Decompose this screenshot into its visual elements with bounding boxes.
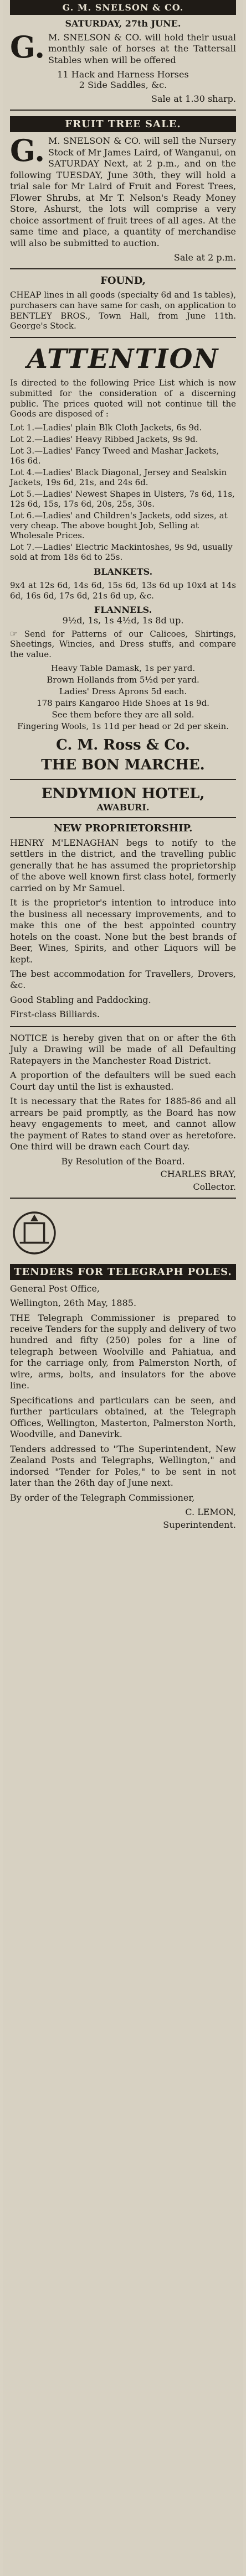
endymion-hotel-ad	[3, 785, 243, 1027]
notice-body-3: It is necessary that the Rates for 1885-86 and all arrears be paid promptly, as the Board has now heavy engagements to meet, and cannot allow the payment of Rates to stand over as heretofore. One third will be drawn each Court day.	[10, 1096, 236, 1152]
found-body: CHEAP lines in all goods (specialty 6d and 1s tables), purchasers can have same for cash, on application to BENTLEY BROS., Town Hall, from June 11th. George's Stock.	[10, 290, 236, 331]
special-2: Brown Hollands from 5½d per yard.	[47, 674, 199, 685]
snelson-item-2: 2 Side Saddles, &c.	[79, 80, 167, 91]
attention-intro: Is directed to the following Price List which is now submitted for the consideration of a discerning public. The prices quoted will not continue till the Goods are disposed of :	[10, 378, 236, 419]
notice-body-1: NOTICE is hereby given that on or after the 6th July a Drawing will be made of all Defaulting Ratepayers in the Manchester Road District.	[10, 1032, 236, 1066]
notice-body-2: A proportion of the defaulters will be sued each Court day until the list is exhausted.	[10, 1070, 236, 1092]
attention-ad	[3, 344, 243, 780]
newspaper-page	[3, 0, 243, 2576]
divider	[10, 1026, 236, 1027]
samples-note	[10, 629, 236, 660]
attention-title: ATTENTION	[27, 344, 219, 375]
notice-title: Collector.	[193, 1181, 236, 1192]
dropcap-g: G.	[10, 29, 45, 65]
snelson-body-text: M. SNELSON & CO. will hold their usual monthly sale of horses at the Tattersall Stables when will be offered	[48, 32, 236, 65]
endymion-title: ENDYMION HOTEL,	[41, 785, 205, 802]
tenders-body-2: Specifications and particulars can be seen, and further particulars obtained, at the Telegraph Offices, Wellington, Masterton, Palmerston North, Woodville, and Danevirk.	[10, 1394, 236, 1440]
endymion-stabling: Good Stabling and Paddocking.	[10, 994, 151, 1005]
tenders-order: By order of the Telegraph Commissioner,	[10, 1492, 195, 1503]
pointing-hand-icon: ☞	[10, 628, 24, 639]
firm-name: C. M. Ross & Co.	[56, 736, 190, 753]
attention-lot-1: Lot 1.—Ladies' plain Blk Cloth Jackets, 6s 9d.	[10, 423, 202, 433]
special-4: 178 pairs Kangaroo Hide Shoes at 1s 9d.	[37, 698, 209, 708]
attention-lot-7: Lot 7.—Ladies' Electric Mackintoshes, 9s 9d, usually sold at from 18s 6d to 25s.	[10, 542, 233, 563]
fruit-tree-sale-time: Sale at 2 p.m.	[173, 252, 236, 263]
divider	[10, 110, 236, 111]
special-6: Fingering Wools, 1s 11d per head or 2d per skein.	[17, 721, 229, 731]
special-5: See them before they are all sold.	[52, 709, 194, 720]
snelson-sale-time: Sale at 1.30 sharp.	[151, 93, 236, 105]
endymion-subtitle: NEW PROPRIETORSHIP.	[53, 822, 193, 834]
flannels-title: FLANNELS.	[94, 604, 152, 615]
tenders-body-3: Tenders addressed to "The Superintendent, New Zealand Posts and Telegraphs, Wellington," and indorsed "Tender for Poles," to be sent in not later than the 26th day of June next.	[10, 1443, 236, 1489]
tenders-office: General Post Office,	[10, 1283, 100, 1294]
endymion-billiards: First-class Billiards.	[10, 1009, 100, 1020]
ratepayers-notice	[3, 1033, 243, 1199]
special-1: Heavy Table Damask, 1s per yard.	[50, 663, 196, 673]
endymion-accommodation: The best accommodation for Travellers, Drovers, &c.	[10, 969, 236, 991]
attention-lot-4: Lot 4.—Ladies' Black Diagonal, Jersey and Sealskin Jackets, 19s 6d, 21s, and 24s 6d.	[10, 467, 227, 488]
dropcap-g2: G.	[10, 133, 45, 169]
found-title: FOUND,	[100, 275, 146, 287]
attention-lot-2: Lot 2.—Ladies' Heavy Ribbed Jackets, 9s 9d.	[10, 434, 198, 445]
fruit-tree-body	[10, 133, 236, 249]
divider	[10, 817, 236, 818]
divider	[10, 337, 236, 338]
fruit-tree-body-text: M. SNELSON & CO. will sell the Nursery Stock of Mr James Laird, of Wanganui, on SATURDAY Next, at 2 p.m., and on the following TUESDAY, June 30th, they will hold a trial sale for Mr Laird of Fruit and Forest Trees, Flower Shrubs, at Mr T. Nelson's Ready Money Store, Ashurst, the lots will comprise a very choice assortment of fruit trees of all ages. At the same time and place, a quantity of merchandise will also be submitted to auction.	[10, 136, 236, 248]
snelson-item-1: 11 Hack and Harness Horses	[57, 69, 189, 80]
tenders-header: TENDERS FOR TELEGRAPH POLES.	[10, 1264, 236, 1280]
attention-lot-3: Lot 3.—Ladies' Fancy Tweed and Mashar Jackets, 16s 6d.	[10, 446, 219, 466]
tenders-signature: C. LEMON,	[185, 1507, 236, 1517]
snelson-date: SATURDAY, 27th JUNE.	[65, 18, 181, 29]
tenders-ad	[3, 1204, 243, 1530]
snelson-ad	[3, 0, 243, 111]
fruit-tree-sale-ad	[3, 116, 243, 269]
attention-lot-5: Lot 5.—Ladies' Newest Shapes in Ulsters, 7s 6d, 11s, 12s 6d, 15s, 17s 6d, 20s, 25s, 30s.	[10, 489, 235, 509]
fruit-tree-header: FRUIT TREE SALE.	[10, 116, 236, 132]
samples-text: Send for Patterns of our Calicoes, Shirtings, Sheetings, Wincies, and Dress stuffs, and compare the value.	[10, 628, 236, 660]
endymion-body-2: It is the proprietor's intention to introduce into the business all necessary improvements, and to make this one of the best appointed country hotels on the coast. None but the best brands of Beer, Wines, Spirits, and other Liquors will be kept.	[10, 897, 236, 965]
snelson-body	[10, 29, 236, 66]
flannels-prices: 9½d, 1s, 1s 4½d, 1s 8d up.	[62, 615, 184, 626]
tenders-role: Superintendent.	[163, 1519, 236, 1530]
divider	[10, 779, 236, 780]
blankets-prices: 9x4 at 12s 6d, 14s 6d, 15s 6d, 13s 6d up 10x4 at 14s 6d, 16s 6d, 17s 6d, 21s 6d up, &c.	[10, 580, 236, 601]
found-ad	[3, 275, 243, 338]
tenders-date: Wellington, 26th May, 1885.	[10, 1298, 137, 1309]
attention-lot-6: Lot 6.—Ladies' and Children's Jackets, odd sizes, at very cheap. The above bought Job, Selling at Wholesale Prices.	[10, 511, 228, 541]
divider	[10, 268, 236, 269]
divider	[10, 1198, 236, 1199]
blankets-title: BLANKETS.	[93, 566, 153, 577]
special-3: Ladies' Dress Aprons 5d each.	[59, 686, 187, 696]
snelson-header: G. M. SNELSON & CO.	[10, 0, 236, 15]
notice-by-order: By Resolution of the Board.	[61, 1156, 185, 1167]
royal-crest-icon	[10, 1209, 59, 1257]
endymion-place: AWABURI.	[96, 802, 150, 813]
tenders-body-1: THE Telegraph Commissioner is prepared to receive Tenders for the supply and delivery of two hundred and fifty (250) poles for a line of telegraph between Woolville and Pahiatua, and for the carriage only, from Palmerston North, of wire, arms, bolts, and insulators for the above line.	[10, 1312, 236, 1391]
notice-signature: CHARLES BRAY,	[160, 1168, 236, 1179]
endymion-body-1: HENRY M'LENAGHAN begs to notify to the settlers in the district, and the travelling public generally that he has assumed the proprietorship of the above well known first class hotel, formerly carried on by Mr Samuel.	[10, 837, 236, 893]
store-name: THE BON MARCHE.	[41, 756, 205, 773]
